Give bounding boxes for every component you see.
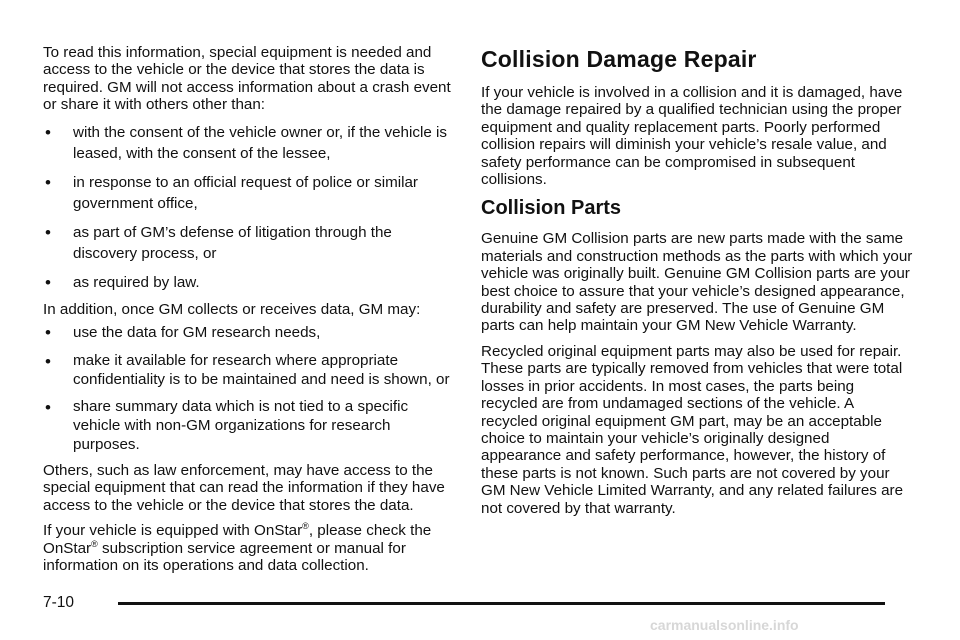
registered-mark: ® bbox=[302, 521, 309, 532]
onstar-paragraph: If your vehicle is equipped with OnStar®, please check the OnStar® subscription service agreement or manual for information on its operations and data collection. bbox=[43, 521, 432, 575]
bullet-icon: • bbox=[45, 398, 51, 418]
bullet-icon: • bbox=[45, 122, 51, 142]
recycled-parts-paragraph: Recycled original equipment parts may also be used for repair. These parts are typically removed from vehicles that were total losses in prior accidents. In most cases, the parts being recycled are from undamaged sections of the vehicle. A recycled original equipment GM part, may be an acceptable choice to maintain your vehicle’s originally designed appearance and safety performance, however, the history of these parts is not known. Such parts are not covered by your GM New Vehicle Limited Warranty, and any related failures are not covered by that warranty. bbox=[481, 342, 904, 517]
list-item: • make it available for research where appropriate confidentiality is to be maintained and need is shown, or bbox=[45, 352, 450, 389]
list-item: • share summary data which is not tied to a specific vehicle with non-GM organizations for research purposes. bbox=[45, 398, 409, 454]
disclosure-conditions-list bbox=[43, 122, 455, 293]
bullet-icon: • bbox=[45, 172, 51, 192]
collision-parts-heading: Collision Parts bbox=[481, 197, 622, 220]
page-number: 7-10 bbox=[43, 594, 75, 611]
collision-damage-repair-heading: Collision Damage Repair bbox=[481, 46, 757, 72]
bullet-icon: • bbox=[45, 352, 51, 372]
intro-paragraph: To read this information, special equipment is needed and access to the vehicle or the device that stores the data is required. GM will not access information about a crash event or share it with others other than: bbox=[43, 44, 451, 114]
registered-mark: ® bbox=[91, 538, 98, 549]
gm-data-uses-list bbox=[43, 322, 455, 454]
others-paragraph: Others, such as law enforcement, may have access to the special equipment that can read the information if they have access to the vehicle or the device that stores the data. bbox=[43, 462, 445, 514]
list-item: • as required by law. bbox=[45, 272, 200, 292]
bullet-icon: • bbox=[45, 323, 51, 343]
bullet-icon: • bbox=[45, 272, 51, 292]
collision-damage-paragraph: If your vehicle is involved in a collision and it is damaged, have the damage repaired by a qualified technician using the proper equipment and quality replacement parts. Poorly performed collision repairs will diminish your vehicle’s resale value, and safety performance can be compromised in subsequent collisions. bbox=[481, 84, 903, 189]
list-item: • with the consent of the vehicle owner or, if the vehicle is leased, with the consent of the lessee, bbox=[45, 122, 447, 162]
list-item: • in response to an official request of police or similar government office, bbox=[45, 172, 418, 212]
bullet-icon: • bbox=[45, 222, 51, 242]
addition-paragraph: In addition, once GM collects or receives data, GM may: bbox=[43, 300, 421, 318]
footer-rule bbox=[118, 602, 885, 605]
list-item: • as part of GM’s defense of litigation through the discovery process, or bbox=[45, 222, 392, 262]
watermark: carmanualsonline.info bbox=[650, 617, 799, 633]
list-item: • use the data for GM research needs, bbox=[45, 323, 321, 343]
genuine-parts-paragraph: Genuine GM Collision parts are new parts made with the same materials and construction methods as the parts with which your vehicle was originally built. Genuine GM Collision parts are your best choice to assure that your vehicle’s designed appearance, durability and safety are preserved. The use of Genuine GM parts can help maintain your GM New Vehicle Warranty. bbox=[481, 230, 913, 335]
right-column bbox=[481, 46, 913, 525]
left-column bbox=[43, 44, 455, 582]
